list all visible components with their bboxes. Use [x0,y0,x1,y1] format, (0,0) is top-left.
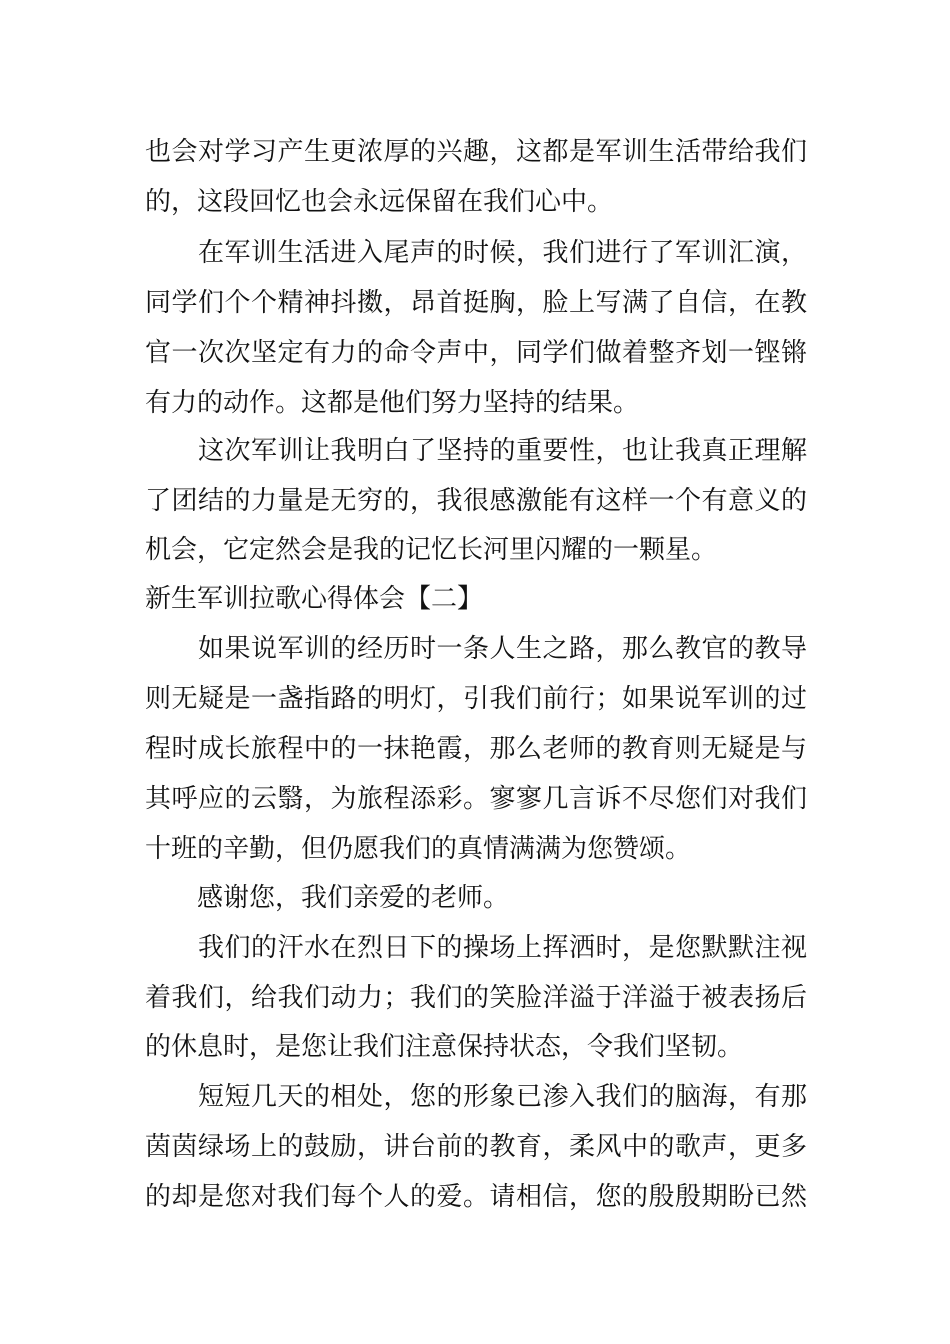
text-line: 我们的汗水在烈日下的操场上挥洒时，是您默默注视 [145,933,807,963]
text-line: 在军训生活进入尾声的时候，我们进行了军训汇演， [145,238,807,268]
text-line: 官一次次坚定有力的命令声中，同学们做着整齐划一铿锵 [145,338,807,368]
text-line: 的，这段回忆也会永远保留在我们心中。 [145,187,614,217]
section-heading: 新生军训拉歌心得体会【二】 [145,584,484,614]
text-line: 则无疑是一盏指路的明灯，引我们前行；如果说军训的过 [145,684,807,714]
text-line: 也会对学习产生更浓厚的兴趣，这都是军训生活带给我们 [145,137,807,167]
text-line: 这次军训让我明白了坚持的重要性，也让我真正理解 [145,436,807,466]
text-line: 程时成长旅程中的一抹艳霞，那么老师的教育则无疑是与 [145,734,807,764]
text-line: 机会，它定然会是我的记忆长河里闪耀的一颗星。 [145,535,718,565]
text-line: 如果说军训的经历时一条人生之路，那么教官的教导 [145,634,807,664]
text-line: 其呼应的云翳，为旅程添彩。寥寥几言诉不尽您们对我们 [145,784,807,814]
text-line: 的休息时，是您让我们注意保持状态，令我们坚韧。 [145,1032,744,1062]
text-line: 十班的辛勤，但仍愿我们的真情满满为您赞颂。 [145,834,692,864]
text-line: 短短几天的相处，您的形象已渗入我们的脑海，有那 [145,1082,807,1112]
text-line: 的却是您对我们每个人的爱。请相信，您的殷殷期盼已然 [145,1182,807,1212]
text-line: 感谢您，我们亲爱的老师。 [145,883,510,913]
text-line: 同学们个个精神抖擞，昂首挺胸，脸上写满了自信，在教 [145,288,807,318]
text-line: 了团结的力量是无穷的，我很感激能有这样一个有意义的 [145,486,807,516]
text-line: 有力的动作。这都是他们努力坚持的结果。 [145,388,640,418]
text-line: 着我们，给我们动力；我们的笑脸洋溢于洋溢于被表扬后 [145,983,807,1013]
text-line: 茵茵绿场上的鼓励，讲台前的教育，柔风中的歌声，更多 [145,1132,807,1162]
